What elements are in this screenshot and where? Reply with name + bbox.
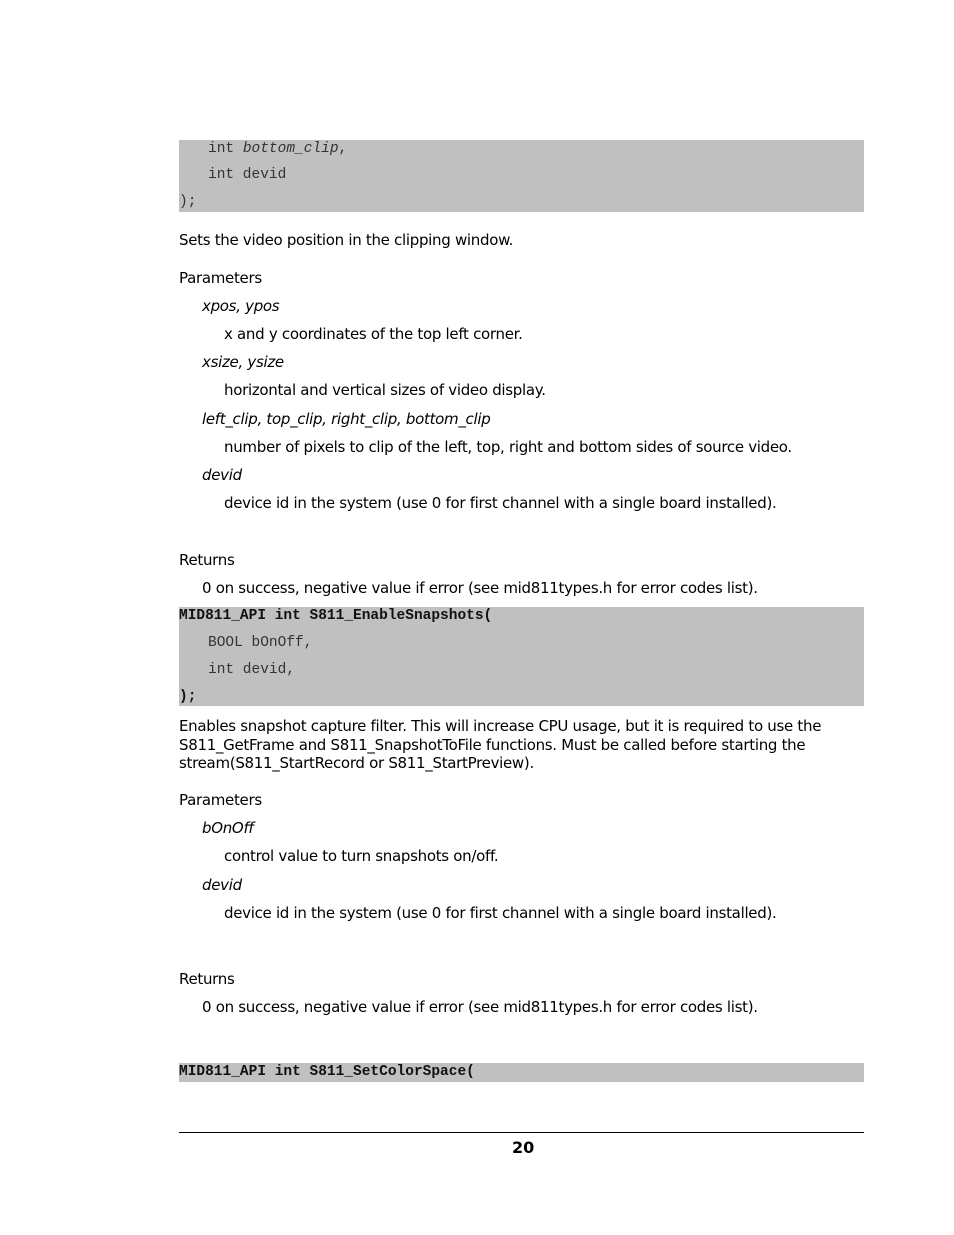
- code-line-bottom-clip: [208, 140, 347, 158]
- code-block-enable-snapshots: [179, 607, 864, 706]
- param-desc-xpos-ypos: x and y coordinates of the top left corner.: [224, 325, 523, 343]
- param-desc-devid: device id in the system (use 0 for first channel with a single board installed).: [224, 904, 777, 922]
- param-name-clip: left_clip, top_clip, right_clip, bottom_clip: [202, 410, 491, 428]
- returns-heading: Returns: [179, 551, 235, 569]
- code-line-devid: int devid,: [208, 662, 296, 678]
- param-name-xpos-ypos: xpos, ypos: [202, 297, 280, 315]
- code-close-paren: );: [179, 689, 197, 705]
- code-block-continuation: [179, 140, 864, 212]
- footer-rule: [179, 1132, 864, 1133]
- code-type: int: [208, 141, 243, 157]
- parameters-heading: Parameters: [179, 269, 262, 287]
- returns-desc: 0 on success, negative value if error (see mid811types.h for error codes list).: [202, 998, 758, 1016]
- param-name-devid: devid: [202, 876, 242, 894]
- returns-heading: Returns: [179, 970, 235, 988]
- page-number: 20: [512, 1138, 535, 1157]
- param-desc-bonoff: control value to turn snapshots on/off.: [224, 847, 499, 865]
- function-description: Enables snapshot capture filter. This will increase CPU usage, but it is required to use the S811_GetFrame and S811_SnapshotToFile functions. Must be called before starting the stream(S811_StartRecord or S811_StartPreview).: [179, 717, 822, 772]
- param-desc-devid: device id in the system (use 0 for first channel with a single board installed).: [224, 494, 777, 512]
- code-line-devid: int devid: [208, 167, 287, 183]
- param-desc-xsize-ysize: horizontal and vertical sizes of video display.: [224, 381, 546, 399]
- function-signature: MID811_API int S811_EnableSnapshots(: [179, 608, 493, 624]
- function-signature: MID811_API int S811_SetColorSpace(: [179, 1064, 475, 1080]
- returns-desc: 0 on success, negative value if error (see mid811types.h for error codes list).: [202, 579, 758, 597]
- parameters-heading: Parameters: [179, 791, 262, 809]
- param-name-devid: devid: [202, 466, 242, 484]
- code-param-name: bottom_clip: [242, 141, 339, 157]
- code-block-set-color-space: [179, 1063, 864, 1082]
- param-name-bonoff: bOnOff: [202, 819, 254, 837]
- code-close-paren: );: [179, 194, 197, 210]
- function-description: Sets the video position in the clipping window.: [179, 231, 514, 249]
- code-comma: ,: [338, 141, 348, 157]
- param-name-xsize-ysize: xsize, ysize: [202, 353, 284, 371]
- code-line-bonoff: BOOL bOnOff,: [208, 635, 313, 651]
- param-desc-clip: number of pixels to clip of the left, top, right and bottom sides of source video.: [224, 438, 792, 456]
